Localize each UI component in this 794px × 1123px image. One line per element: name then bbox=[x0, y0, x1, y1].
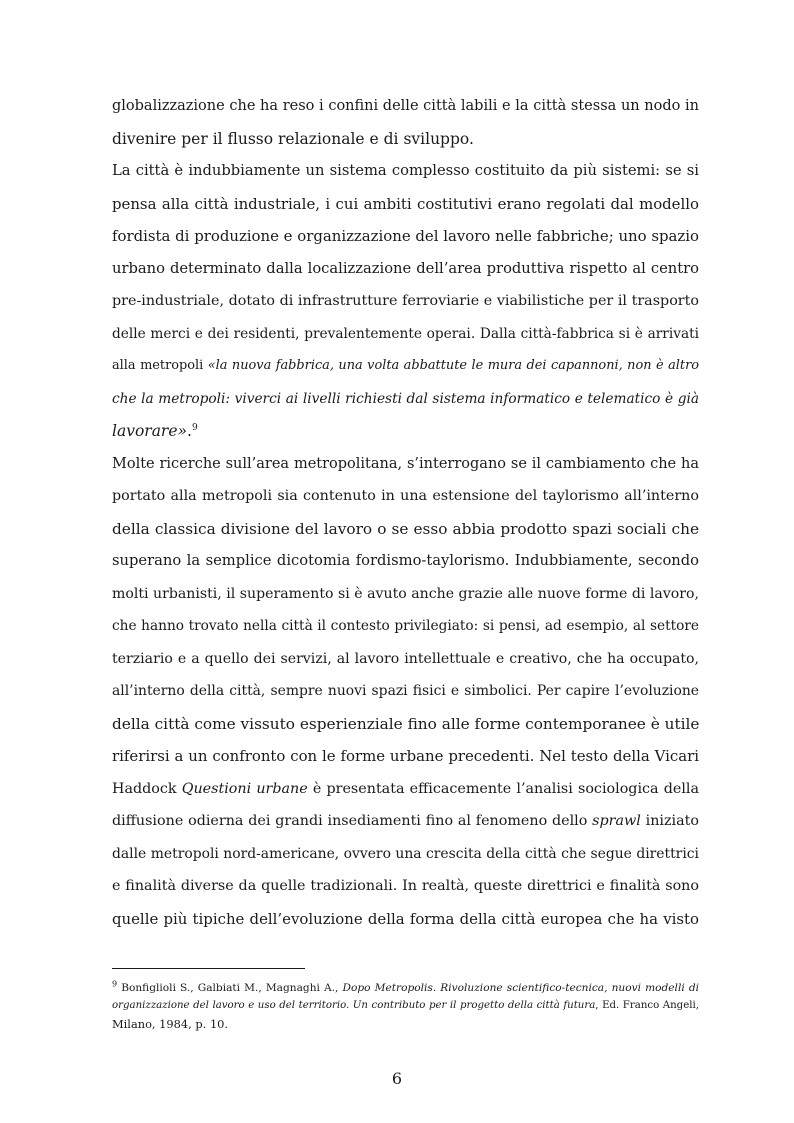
text-line: terziario e a quello dei servizi, al lavoro intellettuale e creativo, che ha occupato, bbox=[112, 650, 699, 667]
text-line bbox=[112, 350, 699, 383]
body-text bbox=[112, 90, 699, 935]
book-title: Questioni urbane bbox=[181, 780, 308, 797]
text-line: Molte ricerche sull’area metropolitana, s’interrogano se il cambiamento che ha bbox=[112, 455, 699, 472]
paragraph-3 bbox=[112, 448, 699, 936]
text-line: La città è indubbiamente un sistema complesso costituito da più sistemi: se si bbox=[112, 162, 699, 179]
text-fragment: , Ed. Franco Angeli, bbox=[595, 1000, 699, 1011]
footnote-separator bbox=[112, 968, 305, 969]
text-fragment: diffusione odierna dei grandi insediamenti fino al fenomeno dello bbox=[112, 813, 593, 829]
quotation: lavorare» bbox=[112, 422, 188, 440]
text-fragment: è presentata efficacemente l’analisi sociologica della bbox=[307, 780, 699, 797]
text-line: dalle metropoli nord-americane, ovvero una crescita della città che segue direttrici bbox=[112, 845, 699, 862]
quotation: che la metropoli: viverci ai livelli richiesti dal sistema informatico e telematico è già bbox=[112, 390, 699, 407]
text-fragment: alla metropoli bbox=[112, 358, 208, 373]
footnote-line: Milano, 1984, p. 10. bbox=[112, 1017, 229, 1031]
text-line: urbano determinato dalla localizzazione dell’area produttiva rispetto al centro bbox=[112, 259, 699, 277]
footnote-number: 9 bbox=[112, 979, 118, 989]
text-line: della classica divisione del lavoro o se esso abbia prodotto spazi sociali che bbox=[112, 519, 699, 538]
text-line: pensa alla città industriale, i cui ambiti costitutivi erano regolati dal modello bbox=[112, 194, 699, 213]
footnote bbox=[112, 979, 699, 1033]
text-line: della città come vissuto esperienziale fino alle forme contemporanee è utile bbox=[112, 714, 700, 733]
text-fragment: Bonfiglioli S., Galbiati M., Magnaghi A., bbox=[117, 982, 343, 994]
book-title: organizzazione del lavoro e uso del territorio. Un contributo per il progetto della città futura bbox=[112, 1000, 596, 1011]
text-line: quelle più tipiche dell’evoluzione della forma della città europea che ha visto bbox=[112, 909, 699, 928]
text-line bbox=[112, 773, 699, 806]
text-fragment: iniziato bbox=[640, 813, 699, 829]
footnote-reference[interactable]: 9 bbox=[191, 422, 198, 433]
book-title: Dopo Metropolis. Rivoluzione scientifico-tecnica, nuovi modelli di bbox=[342, 982, 699, 994]
page-number: 6 bbox=[391, 1069, 403, 1088]
text-fragment: Haddock bbox=[112, 780, 182, 797]
text-line bbox=[112, 415, 699, 448]
footnote-line bbox=[112, 997, 699, 1015]
text-line: pre-industriale, dotato di infrastrutture ferroviarie e viabilistiche per il trasporto bbox=[112, 293, 699, 309]
text-line bbox=[112, 805, 699, 838]
text-line: portato alla metropoli sia contenuto in una estensione del taylorismo all’interno bbox=[112, 488, 699, 504]
foreign-term: sprawl bbox=[592, 813, 641, 829]
paragraph-1 bbox=[112, 90, 699, 155]
text-line: delle merci e dei residenti, prevalentemente operai. Dalla città-fabbrica si è arrivati bbox=[112, 325, 699, 342]
text-line: molti urbanisti, il superamento si è avuto anche grazie alle nuove forme di lavoro, bbox=[112, 585, 699, 602]
quotation: «la nuova fabbrica, una volta abbattute le mura dei capannoni, non è altro bbox=[207, 358, 700, 373]
text-line: divenire per il flusso relazionale e di sviluppo. bbox=[112, 129, 474, 148]
text-line bbox=[112, 383, 699, 416]
text-line: globalizzazione che ha reso i confini delle città labili e la città stessa un nodo in bbox=[112, 98, 699, 114]
text-line: superano la semplice dicotomia fordismo-taylorismo. Indubbiamente, secondo bbox=[112, 552, 699, 569]
footnote-line bbox=[112, 979, 699, 997]
text-line: riferirsi a un confronto con le forme urbane precedenti. Nel testo della Vicari bbox=[112, 747, 699, 765]
text-line: fordista di produzione e organizzazione del lavoro nelle fabbriche; uno spazio bbox=[112, 227, 699, 245]
text-line: e finalità diverse da quelle tradizionali. In realtà, queste direttrici e finalità sono bbox=[112, 878, 699, 894]
text-line: che hanno trovato nella città il contesto privilegiato: si pensi, ad esempio, al settore bbox=[112, 618, 699, 634]
paragraph-2 bbox=[112, 155, 699, 448]
text-fragment: . bbox=[187, 422, 192, 440]
text-line: all’interno della città, sempre nuovi spazi fisici e simbolici. Per capire l’evoluzione bbox=[112, 683, 699, 699]
